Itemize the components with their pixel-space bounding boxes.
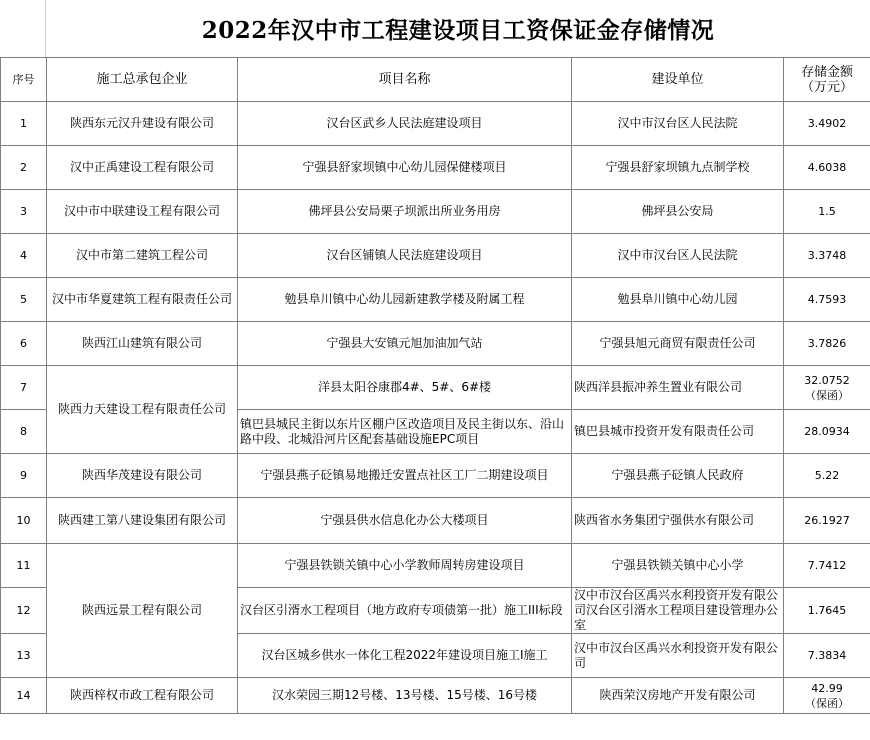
amount-note: （保函） <box>805 696 849 710</box>
header-contractor[interactable]: 施工总承包企业 <box>47 58 238 102</box>
cell-contractor[interactable]: 陕西建工第八建设集团有限公司 <box>47 498 238 544</box>
cell-amount[interactable]: 7.3834 <box>784 634 870 678</box>
cell-owner[interactable]: 勉县阜川镇中心幼儿园 <box>572 278 784 322</box>
cell-owner[interactable]: 陕西省水务集团宁强供水有限公司 <box>572 498 784 544</box>
cell-project[interactable]: 汉台区引湑水工程项目（地方政府专项债第一批）施工III标段 <box>238 588 572 634</box>
cell-amount[interactable]: 3.4902 <box>784 102 870 146</box>
cell-amount[interactable]: 28.0934 <box>784 410 870 454</box>
table-row <box>1 498 870 544</box>
cell-project[interactable]: 汉台区铺镇人民法庭建设项目 <box>238 234 572 278</box>
cell-contractor[interactable]: 陕西江山建筑有限公司 <box>47 322 238 366</box>
cell-no[interactable]: 6 <box>1 322 47 366</box>
table-row <box>1 366 870 410</box>
cell-amount[interactable]: 4.6038 <box>784 146 870 190</box>
cell-owner[interactable]: 宁强县舒家坝镇九点制学校 <box>572 146 784 190</box>
cell-amount[interactable]: 1.5 <box>784 190 870 234</box>
cell-contractor[interactable]: 汉中市第二建筑工程公司 <box>47 234 238 278</box>
header-row <box>1 58 870 102</box>
cell-no[interactable]: 5 <box>1 278 47 322</box>
cell-amount[interactable]: 3.3748 <box>784 234 870 278</box>
cell-owner[interactable]: 宁强县铁锁关镇中心小学 <box>572 544 784 588</box>
cell-amount[interactable] <box>784 366 870 410</box>
table-row <box>1 278 870 322</box>
cell-no[interactable]: 3 <box>1 190 47 234</box>
page-title: 2022年汉中市工程建设项目工资保证金存储情况 <box>201 17 715 44</box>
data-table <box>0 57 870 714</box>
cell-contractor[interactable]: 陕西梓权市政工程有限公司 <box>47 678 238 714</box>
table-row <box>1 678 870 714</box>
cell-contractor-merged[interactable]: 陕西力天建设工程有限责任公司 <box>47 366 238 454</box>
cell-contractor[interactable]: 汉中市中联建设工程有限公司 <box>47 190 238 234</box>
cell-amount[interactable] <box>784 678 870 714</box>
header-owner[interactable]: 建设单位 <box>572 58 784 102</box>
cell-project[interactable]: 佛坪县公安局栗子坝派出所业务用房 <box>238 190 572 234</box>
cell-no[interactable]: 10 <box>1 498 47 544</box>
cell-project[interactable]: 宁强县供水信息化办公大楼项目 <box>238 498 572 544</box>
cell-amount[interactable]: 7.7412 <box>784 544 870 588</box>
cell-amount[interactable]: 4.7593 <box>784 278 870 322</box>
title-row <box>0 0 870 58</box>
cell-no[interactable]: 8 <box>1 410 47 454</box>
table-row <box>1 322 870 366</box>
cell-contractor-merged[interactable]: 陕西远景工程有限公司 <box>47 544 238 678</box>
cell-contractor[interactable]: 汉中市华夏建筑工程有限责任公司 <box>47 278 238 322</box>
cell-project[interactable]: 宁强县燕子砭镇易地搬迁安置点社区工厂二期建设项目 <box>238 454 572 498</box>
cell-no[interactable]: 7 <box>1 366 47 410</box>
cell-project[interactable]: 汉台区城乡供水一体化工程2022年建设项目施工I施工 <box>238 634 572 678</box>
cell-no[interactable]: 4 <box>1 234 47 278</box>
title-row-corner-cell[interactable] <box>0 0 46 57</box>
cell-no[interactable]: 9 <box>1 454 47 498</box>
cell-owner[interactable]: 佛坪县公安局 <box>572 190 784 234</box>
cell-owner[interactable]: 陕西荣汉房地产开发有限公司 <box>572 678 784 714</box>
cell-owner[interactable]: 宁强县旭元商贸有限责任公司 <box>572 322 784 366</box>
amount-value: 32.0752 <box>804 373 850 387</box>
cell-amount[interactable]: 26.1927 <box>784 498 870 544</box>
cell-owner[interactable]: 宁强县燕子砭镇人民政府 <box>572 454 784 498</box>
table-row <box>1 102 870 146</box>
cell-owner[interactable]: 陕西洋县振冲养生置业有限公司 <box>572 366 784 410</box>
cell-contractor[interactable]: 陕西华茂建设有限公司 <box>47 454 238 498</box>
cell-project[interactable]: 洋县太阳谷康郡4#、5#、6#楼 <box>238 366 572 410</box>
table-row <box>1 544 870 588</box>
cell-project[interactable]: 汉水荣园三期12号楼、13号楼、15号楼、16号楼 <box>238 678 572 714</box>
cell-project[interactable]: 汉台区武乡人民法庭建设项目 <box>238 102 572 146</box>
cell-no[interactable]: 12 <box>1 588 47 634</box>
cell-no[interactable]: 11 <box>1 544 47 588</box>
table-row <box>1 190 870 234</box>
cell-contractor[interactable]: 汉中正禹建设工程有限公司 <box>47 146 238 190</box>
cell-no[interactable]: 2 <box>1 146 47 190</box>
cell-project[interactable]: 镇巴县城民主街以东片区棚户区改造项目及民主街以东、沿山路中段、北城沿河片区配套基础设施EPC项目 <box>238 410 572 454</box>
table-row <box>1 234 870 278</box>
cell-project[interactable]: 宁强县舒家坝镇中心幼儿园保健楼项目 <box>238 146 572 190</box>
cell-no[interactable]: 1 <box>1 102 47 146</box>
amount-note: （保函） <box>805 388 849 402</box>
cell-owner[interactable]: 镇巴县城市投资开发有限责任公司 <box>572 410 784 454</box>
cell-amount[interactable]: 1.7645 <box>784 588 870 634</box>
cell-amount[interactable]: 5.22 <box>784 454 870 498</box>
header-amount-line1: 存储金额 <box>800 64 853 80</box>
cell-contractor[interactable]: 陕西东元汉升建设有限公司 <box>47 102 238 146</box>
table-row <box>1 454 870 498</box>
cell-no[interactable]: 13 <box>1 634 47 678</box>
table-row <box>1 146 870 190</box>
header-amount-line2: （万元） <box>800 79 853 95</box>
header-no[interactable]: 序号 <box>1 58 47 102</box>
cell-no[interactable]: 14 <box>1 678 47 714</box>
amount-value: 42.99 <box>811 681 843 695</box>
cell-owner[interactable]: 汉中市汉台区禹兴水利投资开发有限公司汉台区引湑水工程项目建设管理办公室 <box>572 588 784 634</box>
cell-amount[interactable]: 3.7826 <box>784 322 870 366</box>
cell-owner[interactable]: 汉中市汉台区人民法院 <box>572 102 784 146</box>
cell-owner[interactable]: 汉中市汉台区禹兴水利投资开发有限公司 <box>572 634 784 678</box>
header-amount[interactable] <box>784 58 870 102</box>
cell-owner[interactable]: 汉中市汉台区人民法院 <box>572 234 784 278</box>
header-project[interactable]: 项目名称 <box>238 58 572 102</box>
cell-project[interactable]: 宁强县大安镇元旭加油加气站 <box>238 322 572 366</box>
cell-project[interactable]: 宁强县铁锁关镇中心小学教师周转房建设项目 <box>238 544 572 588</box>
cell-project[interactable]: 勉县阜川镇中心幼儿园新建教学楼及附属工程 <box>238 278 572 322</box>
